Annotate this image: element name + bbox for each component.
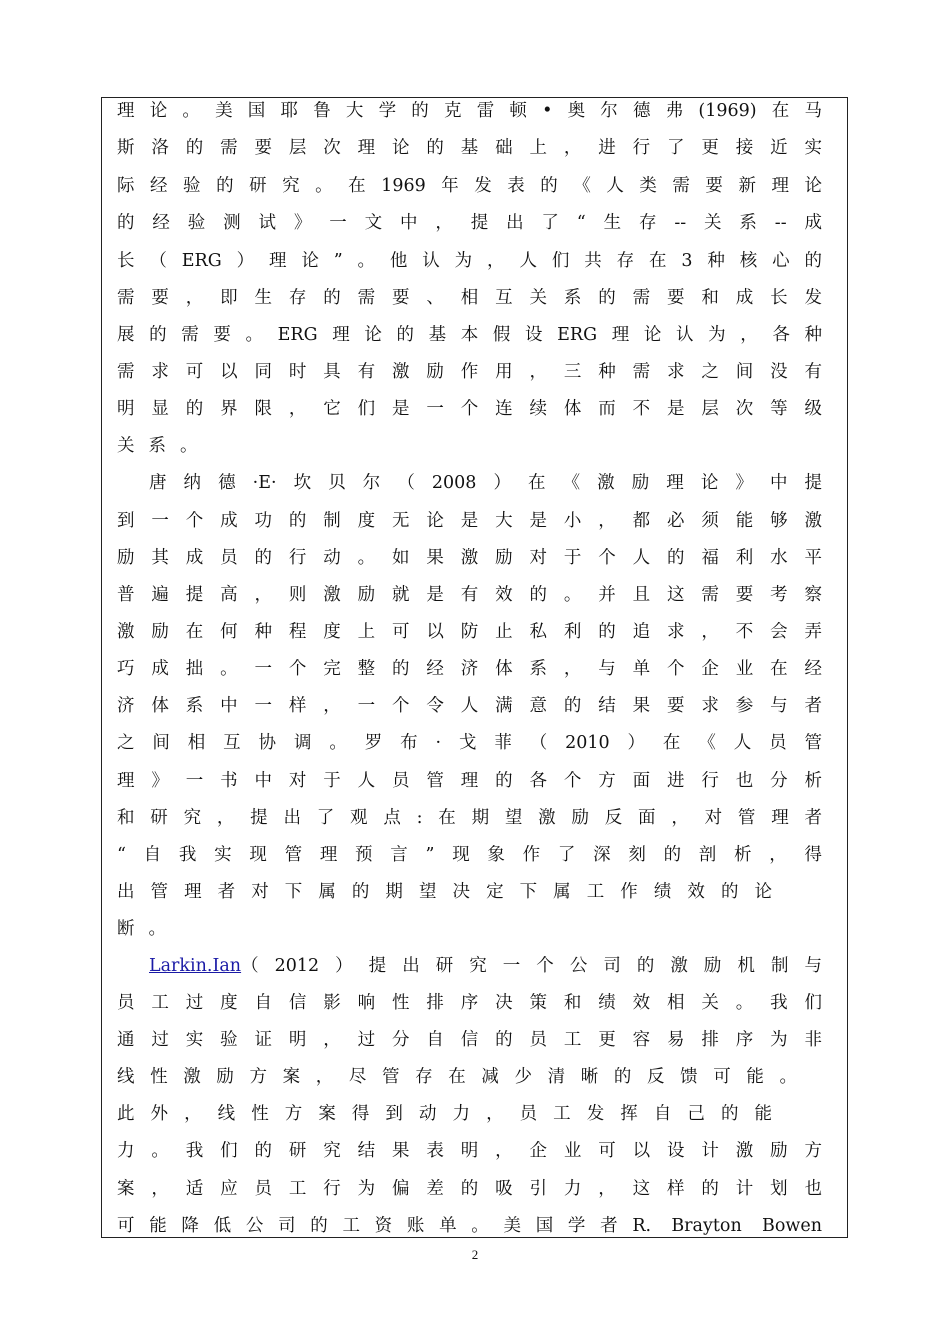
text-line: 线性激励方案，尽管存在减少清晰的反馈可能。 (117, 1067, 797, 1087)
text-line: 需求可以同时具有激励作用，三种需求之间没有 (117, 362, 822, 382)
text-line: （2012）提出研究一个公司的激励机制与 (241, 956, 822, 976)
paragraph-first-line: 唐纳德·E·坎贝尔（2008）在《激励理论》中提 (149, 473, 822, 493)
text-line: 长（ERG）理论”。他认为，人们共存在3种核心的 (117, 251, 822, 271)
text-line: 斯洛的需要层次理论的基础上，进行了更接近实 (117, 138, 822, 158)
text-line: 到一个成功的制度无论是大是小，都必须能够激 (117, 511, 822, 531)
text-line: 案，适应员工行为偏差的吸引力，这样的计划也 (117, 1179, 822, 1199)
text-line: 之间相互协调。罗布·戈菲（2010）在《人员管 (117, 733, 822, 753)
text-line: 巧成拙。一个完整的经济体系，与单个企业在经 (117, 659, 822, 679)
text-line: 关系。 (117, 436, 212, 456)
page-number: 2 (471, 1247, 479, 1262)
text-line: 展的需要。ERG理论的基本假设ERG理论认为，各种 (117, 325, 822, 345)
text-line: 此外，线性方案得到动力，员工发挥自己的能 (117, 1104, 772, 1124)
text-line: 际经验的研究。在1969年发表的《人类需要新理论 (117, 176, 822, 196)
text-line: 的经验测试》一文中，提出了“生存--关系--成 (117, 213, 822, 233)
text-line: 激励在何种程度上可以防止私利的追求，不会弄 (117, 622, 822, 642)
text-line: 员工过度自信影响性排序决策和绩效相关。我们 (117, 993, 822, 1013)
text-line: 励其成员的行动。如果激励对于个人的福利水平 (117, 548, 822, 568)
text-line: 可能降低公司的工资账单。美国学者R. Brayton Bowen (117, 1216, 822, 1236)
text-line: 力。我们的研究结果表明，企业可以设计激励方 (117, 1141, 822, 1161)
text-line: 明显的界限，它们是一个连续体而不是层次等级 (117, 399, 822, 419)
text-line: 通过实验证明，过分自信的员工更容易排序为非 (117, 1030, 822, 1050)
text-line: 理论。美国耶鲁大学的克雷顿•奥尔德弗(1969)在马 (117, 101, 822, 121)
paragraph-first-line (149, 953, 822, 979)
text-line: 普遍提高，则激励就是有效的。并且这需要考察 (117, 585, 822, 605)
author-link[interactable]: Larkin.Ian (149, 956, 242, 976)
text-line: 出管理者对下属的期望决定下属工作绩效的论 (117, 882, 772, 902)
text-line: 需要，即生存的需要、相互关系的需要和成长发 (117, 288, 822, 308)
text-line: 济体系中一样，一个令人满意的结果要求参与者 (117, 696, 822, 716)
text-line: 理》一书中对于人员管理的各个方面进行也分析 (117, 771, 822, 791)
text-line: 断。 (117, 919, 180, 939)
text-line: “自我实现管理预言”现象作了深刻的剖析，得 (117, 845, 822, 865)
text-line: 和研究，提出了观点:在期望激励反面，对管理者 (117, 808, 822, 828)
